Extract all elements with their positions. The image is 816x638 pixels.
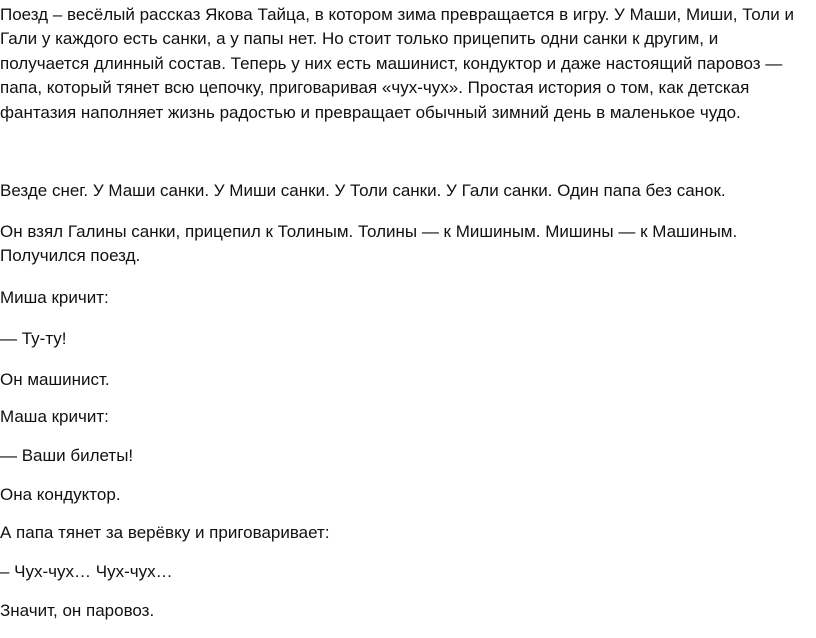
story-paragraph-10: – Чух-чух… Чух-чух… bbox=[0, 562, 173, 581]
story-paragraph-4: — Ту-ту! bbox=[0, 329, 67, 348]
story-paragraph-11: Значит, он паровоз. bbox=[0, 601, 155, 620]
story-paragraph-9: А папа тянет за верёвку и приговаривает: bbox=[0, 523, 330, 542]
story-paragraph-5: Он машинист. bbox=[0, 370, 110, 389]
story-paragraph-8: Она кондуктор. bbox=[0, 485, 121, 504]
intro-paragraph: Поезд – весёлый рассказ Якова Тайца, в котором зима превращается в игру. У Маши, Миши, Толи и Гали у каждого есть санки, а у папы нет. Но стоит только прицепить одни санки к другим, и получается длинный состав. Теперь у них есть машинист, кондуктор и даже настоящий паровоз — папа, который тянет всю цепочку, приговаривая «чух-чух». Простая история о том, как детская фантазия наполняет жизнь радостью и превращает обычный зимний день в маленькое чудо. bbox=[0, 5, 794, 122]
story-paragraph-1: Везде снег. У Маши санки. У Миши санки. У Толи санки. У Гали санки. Один папа без санок. bbox=[0, 181, 726, 200]
story-paragraph-6: Маша кричит: bbox=[0, 407, 109, 426]
story-paragraph-7: — Ваши билеты! bbox=[0, 446, 134, 465]
story-paragraph-2: Он взял Галины санки, прицепил к Толиным. Толины — к Мишиным. Мишины — к Машиным. Получился поезд. bbox=[0, 222, 738, 266]
story-paragraph-3: Миша кричит: bbox=[0, 288, 109, 307]
